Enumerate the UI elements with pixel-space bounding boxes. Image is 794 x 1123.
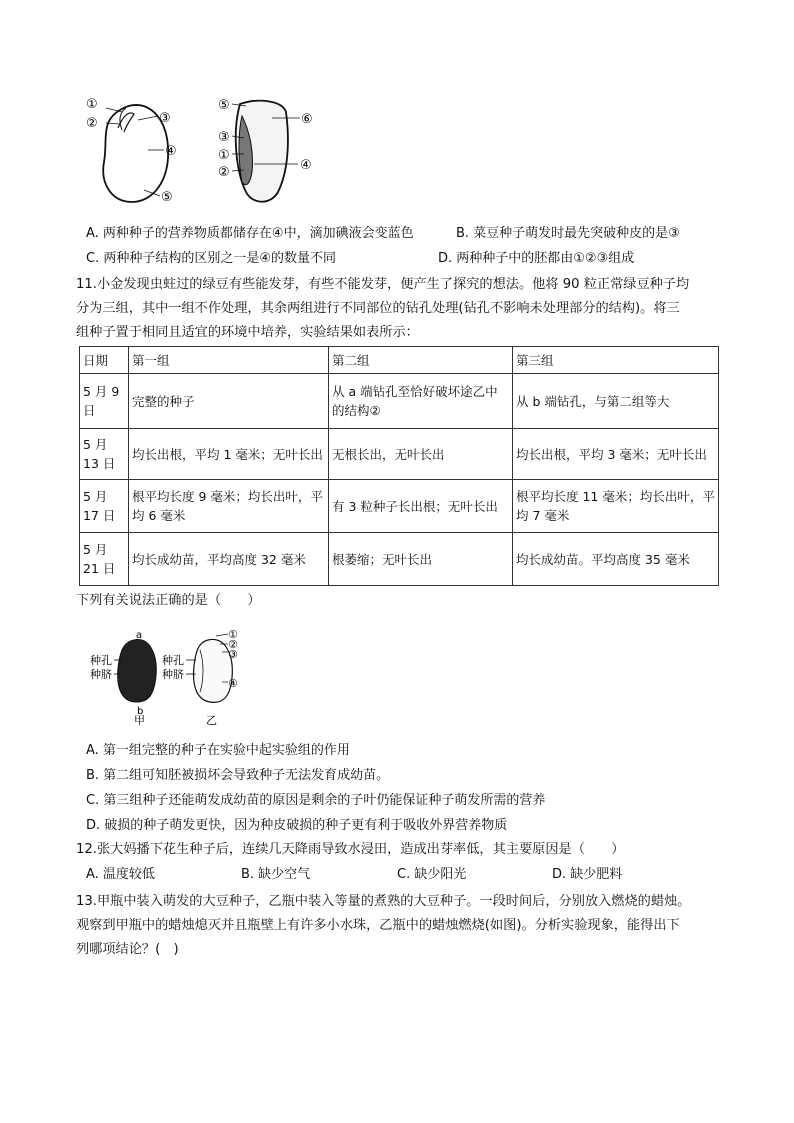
seed-structure-figure bbox=[82, 92, 332, 210]
q11-stem-line-3: 组种子置于相同且适宜的环境中培养，实验结果如表所示： bbox=[76, 325, 419, 340]
table-cell: 无根长出，无叶长出 bbox=[329, 429, 513, 480]
table-row bbox=[80, 480, 719, 533]
label-b: b bbox=[137, 706, 144, 717]
q10-option-b: B. 菜豆种子萌发时最先突破种皮的是③ bbox=[456, 226, 680, 241]
corn-label-4: ④ bbox=[300, 158, 312, 173]
table-header-cell: 第三组 bbox=[513, 347, 719, 374]
q11-option-d: D. 破损的种子萌发更快，因为种皮破损的种子更有利于吸收外界营养物质 bbox=[86, 818, 508, 833]
table-cell: 均长成幼苗，平均高度 32 毫米 bbox=[129, 533, 329, 586]
bean-label-3: ③ bbox=[159, 111, 171, 126]
label-left-zhongkong: 种孔 bbox=[90, 654, 112, 667]
fig-num-4: ④ bbox=[228, 677, 238, 690]
bean-label-5: ⑤ bbox=[161, 190, 173, 205]
seed-jia-drawing bbox=[118, 639, 157, 702]
table-cell: 5 月 9 日 bbox=[80, 374, 129, 429]
caption-yi: 乙 bbox=[206, 714, 217, 726]
corn-label-1: ① bbox=[218, 148, 230, 163]
table-cell: 从 a 端钻孔至恰好破坏途乙中的结构② bbox=[329, 374, 513, 429]
fig-num-3: ③ bbox=[228, 648, 238, 661]
fig-num-2: ② bbox=[228, 638, 238, 651]
corn-label-5: ⑤ bbox=[218, 98, 230, 113]
caption-jia: 甲 bbox=[134, 714, 145, 726]
q11-option-b: B. 第二组可知胚被损坏会导致种子无法发育成幼苗。 bbox=[86, 768, 390, 783]
table-cell: 根平均长度 11 毫米；均长出叶，平均 7 毫米 bbox=[513, 480, 719, 533]
corn-label-2: ② bbox=[218, 165, 230, 180]
label-left-zhongqi: 种脐 bbox=[90, 668, 112, 681]
q11-option-c: C. 第三组种子还能萌发成幼苗的原因是剩余的子叶仍能保证种子萌发所需的营养 bbox=[86, 793, 546, 808]
q11-question: 下列有关说法正确的是（ ） bbox=[76, 593, 261, 608]
fig-num-1: ① bbox=[228, 628, 238, 641]
q12-stem: 12.张大妈播下花生种子后，连续几天降雨导致水浸田，造成出芽率低，其主要原因是（ ） bbox=[76, 842, 625, 857]
table-cell: 均长成幼苗。平均高度 35 毫米 bbox=[513, 533, 719, 586]
seed-yi-drawing bbox=[194, 639, 233, 702]
bean-label-2: ② bbox=[86, 116, 98, 131]
label-a: a bbox=[136, 630, 143, 641]
q10-option-a: A. 两种种子的营养物质都储存在④中，滴加碘液会变蓝色 bbox=[86, 226, 414, 241]
label-right-zhongqi: 种脐 bbox=[162, 668, 184, 681]
q12-option-a: A. 温度较低 bbox=[86, 867, 155, 882]
bean-label-1: ① bbox=[86, 97, 98, 112]
table-cell: 5 月 17 日 bbox=[80, 480, 129, 533]
label-right-zhongkong: 种孔 bbox=[162, 654, 184, 667]
table-header-row bbox=[80, 347, 719, 374]
table-header-cell: 第二组 bbox=[329, 347, 513, 374]
table-cell: 5 月 13 日 bbox=[80, 429, 129, 480]
table-row bbox=[80, 429, 719, 480]
table-row bbox=[80, 374, 719, 429]
q10-option-c: C. 两种种子结构的区别之一是④的数量不同 bbox=[86, 251, 336, 266]
table-row bbox=[80, 533, 719, 586]
q13-stem-line-3: 列哪项结论？( ) bbox=[76, 942, 179, 957]
table-cell: 完整的种子 bbox=[129, 374, 329, 429]
corn-label-6: ⑥ bbox=[301, 112, 313, 127]
table-header-cell: 日期 bbox=[80, 347, 129, 374]
q12-option-c: C. 缺少阳光 bbox=[397, 867, 467, 882]
table-cell: 从 b 端钻孔，与第二组等大 bbox=[513, 374, 719, 429]
q13-stem-line-1: 13.甲瓶中装入萌发的大豆种子，乙瓶中装入等量的煮熟的大豆种子。一段时间后，分别放入燃烧的蜡烛。 bbox=[76, 894, 691, 909]
table-cell: 5 月 21 日 bbox=[80, 533, 129, 586]
q12-option-d: D. 缺少肥料 bbox=[552, 867, 623, 882]
table-cell: 根平均长度 9 毫米；均长出叶，平均 6 毫米 bbox=[129, 480, 329, 533]
corn-label-3: ③ bbox=[218, 130, 230, 145]
table-cell: 根萎缩；无叶长出 bbox=[329, 533, 513, 586]
q13-stem-line-2: 观察到甲瓶中的蜡烛熄灭并且瓶壁上有许多小水珠，乙瓶中的蜡烛燃烧(如图)。分析实验现象，能得出下 bbox=[76, 918, 680, 933]
q12-option-b: B. 缺少空气 bbox=[241, 867, 311, 882]
mung-bean-figure bbox=[88, 626, 258, 726]
table-header-cell: 第一组 bbox=[129, 347, 329, 374]
experiment-results-table bbox=[79, 346, 719, 586]
q11-stem-line-2: 分为三组，其中一组不作处理，其余两组进行不同部位的钻孔处理(钻孔不影响未处理部分的结构)。将三 bbox=[76, 301, 680, 316]
table-cell: 均长出根，平均 3 毫米；无叶长出 bbox=[513, 429, 719, 480]
table-cell: 有 3 粒种子长出根；无叶长出 bbox=[329, 480, 513, 533]
q11-stem-line-1: 11.小金发现虫蛀过的绿豆有些能发芽，有些不能发芽，便产生了探究的想法。他将 90 粒正常绿豆种子均 bbox=[76, 277, 690, 292]
table-cell: 均长出根，平均 1 毫米；无叶长出 bbox=[129, 429, 329, 480]
q10-option-d: D. 两种种子中的胚都由①②③组成 bbox=[438, 251, 635, 266]
bean-label-4: ④ bbox=[165, 144, 177, 159]
q11-option-a: A. 第一组完整的种子在实验中起实验组的作用 bbox=[86, 743, 350, 758]
